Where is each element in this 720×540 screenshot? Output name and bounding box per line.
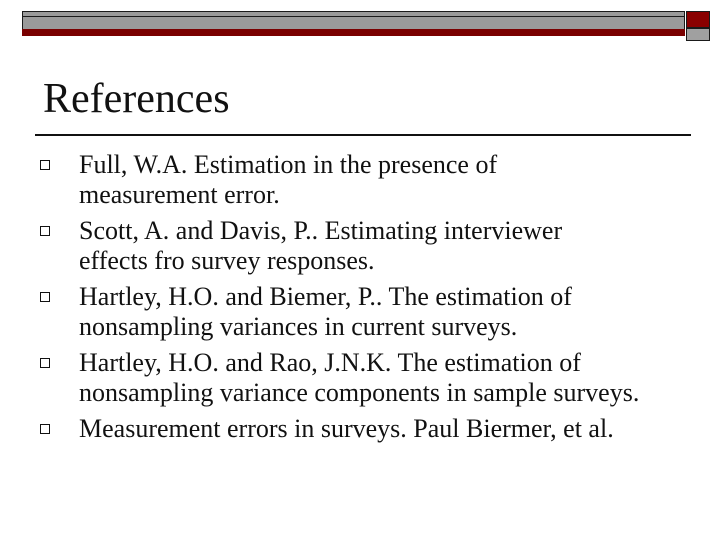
reference-item (40, 348, 700, 408)
hollow-square-bullet-icon (40, 358, 50, 368)
reference-item (40, 216, 700, 276)
reference-item (40, 414, 700, 444)
corner-gray-box (686, 28, 710, 41)
hollow-square-bullet-icon (40, 160, 50, 170)
reference-list (40, 150, 700, 450)
reference-line: Scott, A. and Davis, P.. Estimating interviewer (79, 216, 563, 245)
corner-accent-box (686, 11, 710, 28)
slide-title: References (43, 76, 230, 122)
reference-line: Hartley, H.O. and Biemer, P.. The estimation of (79, 282, 572, 311)
reference-line: effects fro survey responses. (79, 246, 375, 275)
hollow-square-bullet-icon (40, 424, 50, 434)
reference-item (40, 282, 700, 342)
header-accent-stripe (22, 29, 685, 36)
reference-line: Full, W.A. Estimation in the presence of (79, 150, 498, 179)
reference-item (40, 150, 700, 210)
title-underline (35, 134, 691, 136)
reference-line: nonsampling variance components in sample surveys. (79, 378, 640, 407)
reference-line: nonsampling variances in current surveys. (79, 312, 518, 341)
reference-line: Measurement errors in surveys. Paul Biermer, et al. (79, 414, 614, 443)
hollow-square-bullet-icon (40, 292, 50, 302)
reference-line: measurement error. (79, 180, 280, 209)
reference-line: Hartley, H.O. and Rao, J.N.K. The estimation of (79, 348, 581, 377)
hollow-square-bullet-icon (40, 226, 50, 236)
